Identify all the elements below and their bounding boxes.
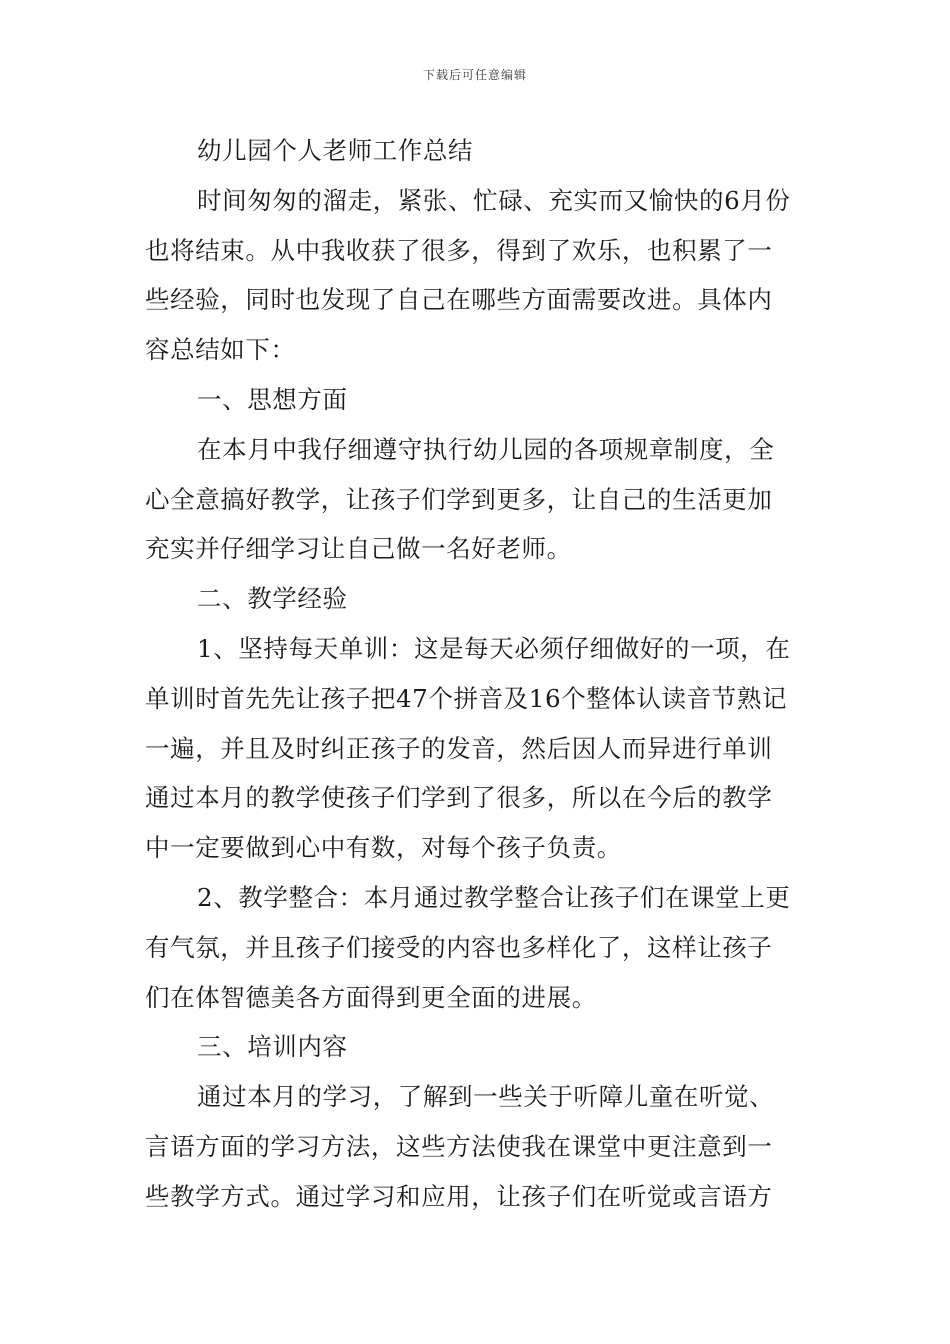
document-body (145, 126, 810, 1222)
paragraph-line: 中一定要做到心中有数，对每个孩子负责。 (145, 833, 622, 863)
paragraph-line: 也将结束。从中我收获了很多，得到了欢乐，也积累了一 (145, 235, 773, 265)
paragraph-line: 心全意搞好教学，让孩子们学到更多，让自己的生活更加 (145, 484, 773, 514)
section-heading: 二、教学经验 (197, 584, 348, 614)
section-heading: 一、思想方面 (197, 384, 348, 414)
paragraph-line: 容总结如下： (145, 335, 296, 365)
paragraph-line: 有气氛，并且孩子们接受的内容也多样化了，这样让孩子 (145, 932, 773, 962)
paragraph-line: 充实并仔细学习让自己做一名好老师。 (145, 534, 572, 564)
paragraph-line: 些教学方式。通过学习和应用，让孩子们在听觉或言语方 (145, 1181, 773, 1211)
paragraph-line: 在本月中我仔细遵守执行幼儿园的各项规章制度，全 (197, 434, 775, 464)
section-heading: 三、培训内容 (197, 1032, 348, 1062)
document-title: 幼儿园个人老师工作总结 (197, 136, 474, 165)
paragraph-line: 单训时首先先让孩子把47个拼音及16个整体认读音节熟记 (145, 683, 788, 713)
paragraph-line: 2、教学整合：本月通过教学整合让孩子们在课堂上更 (197, 882, 791, 912)
paragraph-line: 们在体智德美各方面得到更全面的进展。 (145, 982, 597, 1012)
paragraph-line: 些经验，同时也发现了自己在哪些方面需要改进。具体内 (145, 285, 773, 315)
paragraph-line: 时间匆匆的溜走，紧张、忙碌、充实而又愉快的6月份 (197, 185, 791, 215)
paragraph-line: 一遍，并且及时纠正孩子的发音，然后因人而异进行单训 (145, 733, 773, 763)
paragraph-line: 通过本月的学习，了解到一些关于听障儿童在听觉、 (197, 1082, 775, 1112)
paragraph-line: 通过本月的教学使孩子们学到了很多，所以在今后的教学 (145, 783, 773, 813)
header-note: 下载后可任意编辑 (422, 68, 527, 82)
paragraph-line: 言语方面的学习方法，这些方法使我在课堂中更注意到一 (145, 1131, 773, 1161)
paragraph-line: 1、坚持每天单训：这是每天必须仔细做好的一项，在 (197, 633, 791, 663)
